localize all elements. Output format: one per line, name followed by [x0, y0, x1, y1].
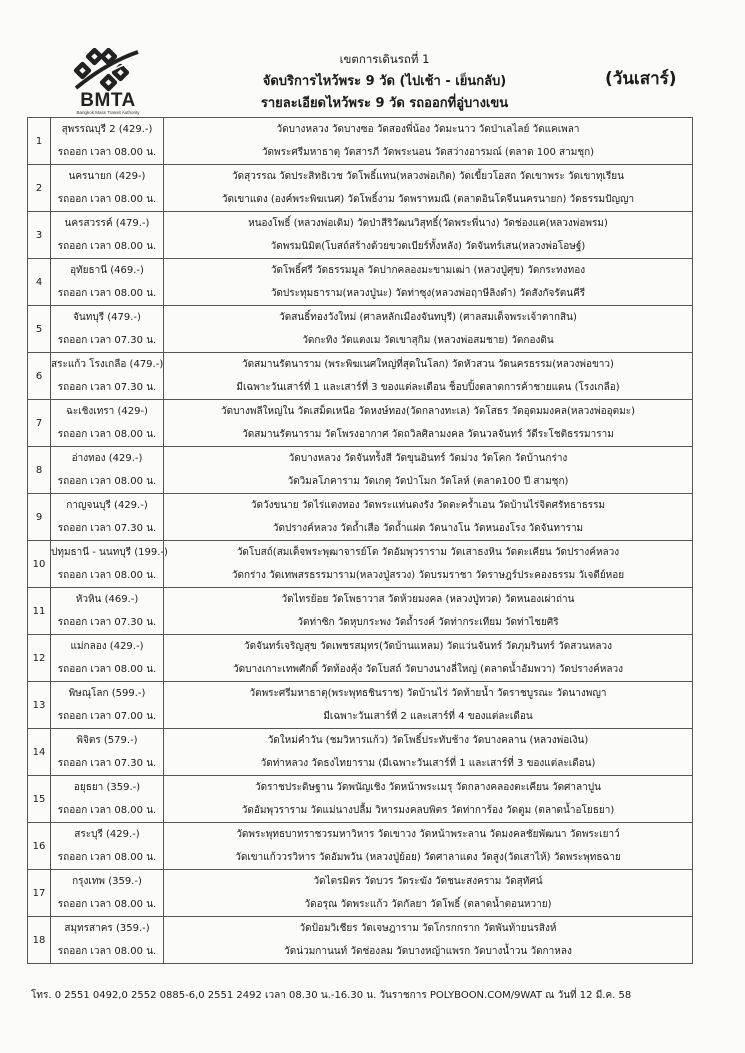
route-number: 3 — [28, 212, 51, 259]
route-cell — [51, 494, 164, 541]
temple-line-1: วัดบางหลวง วัดจันทร์ังสี วัดขุนอินทร์ วัดม่วง วัดโคก วัดบ้านกร่าง — [288, 453, 568, 464]
table-row — [28, 165, 693, 212]
route-name: สระแก้ว โรงเกลือ (479.-) — [51, 359, 164, 370]
temple-line-2: วัดกะทิง วัดแตงเม วัดเขาสุกิม (หลวงพ่อสมชาย) วัดกองดิน — [302, 335, 554, 346]
temple-line-1: วัดโพธิ์ศรี วัดธรรมมูล วัดปากคลองมะขามเฒ่า (หลวงปู่ศุข) วัดกระทงทอง — [270, 265, 586, 276]
route-name: นครสวรรค์ (479.-) — [64, 218, 150, 229]
temple-list — [164, 776, 693, 823]
route-number: 1 — [28, 118, 51, 165]
route-number: 12 — [28, 635, 51, 682]
temple-list — [164, 306, 693, 353]
departure-time: รถออก เวลา 08.00 น. — [57, 664, 157, 675]
table-row — [28, 447, 693, 494]
route-number: 6 — [28, 353, 51, 400]
route-name: ฉะเชิงเทรา (429-) — [66, 406, 148, 417]
temple-line-1: วัดบางหลวง วัดบางซอ วัดสองพี่น้อง วัดมะนาว วัดป่าเลไลย์ วัดแคเพลา — [276, 124, 580, 135]
temple-list — [164, 447, 693, 494]
temple-list — [164, 588, 693, 635]
route-cell — [51, 588, 164, 635]
route-cell — [51, 729, 164, 776]
route-cell — [51, 212, 164, 259]
temple-line-2: วัดวิมลโภคาราม วัดเกตุ วัดป่าโมก วัดโลห์ (ตลาด100 ปี สามชุก) — [287, 476, 569, 487]
departure-time: รถออก เวลา 08.00 น. — [57, 241, 157, 252]
departure-time: รถออก เวลา 07.30 น. — [57, 335, 157, 346]
temple-line-2: มีเฉพาะวันเสาร์ที่ 2 และเสาร์ที่ 4 ของแต่ละเดือน — [323, 711, 533, 722]
route-number: 10 — [28, 541, 51, 588]
temple-line-1: วัดวังขนาย วัดไร่แตงทอง วัดพระแท่นดงรัง วัดตะคร้ำเอน วัดบ้านไร่จิตศรัทธาธรรม — [250, 500, 606, 511]
route-number: 13 — [28, 682, 51, 729]
temple-line-2: วัดสมานรัตนาราม วัดโพรงอากาศ วัดถวิลศิลามงคล วัดนวลจันทร์ วัดีระโชติธรรมาราม — [242, 429, 614, 440]
temple-line-2: วัดท่าซิก วัดหุบกระพง วัดถ้ำรงค์ วัดท่ากระเทียม วัดท่าไชยศิริ — [297, 617, 559, 628]
table-row — [28, 400, 693, 447]
day-label: (วันเสาร์) — [605, 69, 677, 89]
departure-time: รถออก เวลา 08.00 น. — [57, 288, 157, 299]
departure-time: รถออก เวลา 08.00 น. — [57, 429, 157, 440]
table-row — [28, 541, 693, 588]
route-number: 14 — [28, 729, 51, 776]
temple-list — [164, 635, 693, 682]
route-number: 9 — [28, 494, 51, 541]
route-cell — [51, 259, 164, 306]
route-name: กรุงเทพ (359.-) — [72, 876, 142, 887]
route-name: สุพรรณบุรี 2 (429.-) — [61, 124, 153, 135]
route-number: 15 — [28, 776, 51, 823]
temple-list — [164, 118, 693, 165]
departure-time: รถออก เวลา 08.00 น. — [57, 946, 157, 957]
route-name: อ่างทอง (429.-) — [71, 453, 143, 464]
route-cell — [51, 870, 164, 917]
route-number: 5 — [28, 306, 51, 353]
route-cell — [51, 353, 164, 400]
temple-line-2: วัดปรางค์หลวง วัดถ้ำเสือ วัดถ้ำแฝด วัดนางโน วัดหนองโรง วัดจันทาราม — [272, 523, 584, 534]
temple-line-1: วัดสุวรรณ วัดประสิทธิเวช วัดโพธิ์แทน(หลวงพ่อเกิด) วัดเขี้ยวโอสถ วัดเขาพระ วัดเขาทุเรียน — [232, 171, 624, 182]
route-cell — [51, 165, 164, 212]
table-row — [28, 870, 693, 917]
route-name: แม่กลอง (429.-) — [70, 641, 144, 652]
route-number: 7 — [28, 400, 51, 447]
table-row — [28, 118, 693, 165]
temple-list — [164, 729, 693, 776]
table-row — [28, 212, 693, 259]
temple-line-1: วัดจันทร์เจริญสุข วัดเพชรสมุทร(วัดบ้านแหลม) วัดแว่นจันทร์ วัดภุมรินทร์ วัดสวนหลวง — [243, 641, 612, 652]
route-cell — [51, 541, 168, 588]
temple-list — [164, 682, 693, 729]
table-row — [28, 776, 693, 823]
route-number: 4 — [28, 259, 51, 306]
page-title: จัดบริการไหว้พระ 9 วัด (ไปเช้า - เย็นกลับ) — [262, 74, 507, 89]
table-row — [28, 353, 693, 400]
temple-line-1: วัดโบสถ์(สมเด็จพระพุฒาจารย์โต วัดอัมพุวราราม วัดเสาธงหิน วัดตะเคียน วัดปรางค์หลวง — [236, 547, 620, 558]
temple-list — [164, 400, 693, 447]
temple-line-2: วัดอรุณ วัดพระแก้ว วัดกัลยา วัดโพธิ์ (ตลาดน้ำตอนหวาย) — [304, 899, 552, 910]
temple-line-2: วัดประทุมธาราม(หลวงปู่นะ) วัดท่าซุง(หลวงพ่อฤาษีลิงดำ) วัดสังกัจรัตนคีรี — [270, 288, 586, 299]
temple-line-1: วัดป้อมวิเชียร วัดเจษฎาราม วัดโกรกกราก วัดพันท้ายนรสิงห์ — [299, 923, 557, 934]
temple-line-1: วัดราชประดิษฐาน วัดพนัญเชิง วัดหน้าพระเมรุ วัดกลางคลองตะเคียน วัดศาลาปูน — [255, 782, 601, 793]
route-name: พิษณุโลก (599.-) — [68, 688, 146, 699]
route-name: อยุธยา (359.-) — [73, 782, 141, 793]
route-number: 17 — [28, 870, 51, 917]
temple-line-1: วัดใหม่คำวัน (ชมวิหารแก้ว) วัดโพธิ์ประทับช้าง วัดบางคลาน (หลวงพ่อเงิน) — [267, 735, 589, 746]
departure-time: รถออก เวลา 08.00 น. — [57, 570, 157, 581]
route-number: 16 — [28, 823, 51, 870]
temple-list — [164, 917, 693, 964]
route-name: อุทัยธานี (469.-) — [70, 265, 144, 276]
temple-line-1: หนองโพธิ์ (หลวงพ่อเดิม) วัดป่าสีริวัฒนวิสุทธิ์(วัดพระพี่นาง) วัดช่องแค(หลวงพ่อพรม) — [248, 218, 608, 229]
temple-line-2: วัดบางเกาะเทพศักดิ์ วัดท้องคุ้ง วัดโบสถ์ วัดบางนางลี่ใหญ่ (ตลาดน้ำอัมพวา) วัดปรางค์หลวง — [232, 664, 623, 675]
route-cell — [51, 447, 164, 494]
departure-time: รถออก เวลา 08.00 น. — [57, 194, 157, 205]
temple-line-2: วัดน่วมกานนท์ วัดช่องลม วัดบางหญ้าแพรก วัดบางน้ำวน วัดกาหลง — [284, 946, 572, 957]
table-row — [28, 729, 693, 776]
temple-line-1: วัดพระพุทธบาทราชวรมหาวิหาร วัดเขาวง วัดหน้าพระลาน วัดมงคลชัยพัฒนา วัดพระเยาว์ — [236, 829, 620, 840]
temple-line-1: วัดพระศรีมหาธาตุ(พระพุทธชินราช) วัดบ้านไร่ วัดท้ายน้ำ วัดราชบูรณะ วัดนางพญา — [249, 688, 607, 699]
departure-time: รถออก เวลา 08.00 น. — [57, 805, 157, 816]
temple-line-2: วัดพระศรีมหาธาตุ วัดสารภี วัดพระนอน วัดสว่างอารมณ์ (ตลาด 100 สามชุก) — [261, 147, 595, 158]
table-row — [28, 588, 693, 635]
temple-list — [164, 494, 693, 541]
temple-list — [164, 870, 693, 917]
temple-line-2: วัดท่าหลวง วัดธงไทยาราม (มีเฉพาะวันเสาร์ที่ 1 และเสาร์ที่ 3 ของแต่ละเดือน) — [260, 758, 596, 769]
departure-time: รถออก เวลา 07.30 น. — [57, 617, 157, 628]
temple-list — [164, 541, 693, 588]
table-row — [28, 682, 693, 729]
departure-time: รถออก เวลา 08.00 น. — [57, 899, 157, 910]
route-number: 18 — [28, 917, 51, 964]
route-cell — [51, 823, 164, 870]
logo-subtitle: Bangkok Mass Transit Authority — [76, 110, 140, 115]
route-number: 8 — [28, 447, 51, 494]
temple-line-2: วัดเขาแก้ววรวิหาร วัดอัมพวัน (หลวงปู่ย้อย) วัดศาลาแดง วัดสูง(วัดเสาไห้) วัดพระพุทธฉาย — [235, 852, 621, 863]
temple-list — [164, 353, 693, 400]
route-name: สมุทรสาคร (359.-) — [64, 923, 150, 934]
departure-time: รถออก เวลา 08.00 น. — [57, 476, 157, 487]
route-number: 2 — [28, 165, 51, 212]
temple-list — [164, 823, 693, 870]
temple-line-1: วัดสนธิ์ทองวังใหม่ (ศาลหลักเมืองจันทบุรี) (ศาลสมเด็จพระเจ้าตากสิน) — [279, 312, 577, 323]
temple-line-1: วัดบางพลีใหญ่ใน วัดเสม็ดเหนือ วัดหงษ์ทอง(วัดกลางทะเล) วัดโสธร วัดอุดมมงคล(หลวงพ่ออุตมะ) — [220, 406, 636, 417]
route-name: หัวหิน (469.-) — [75, 594, 139, 605]
route-name: กาญจนบุรี (429.-) — [66, 500, 148, 511]
table-row — [28, 917, 693, 964]
route-cell — [51, 682, 164, 729]
departure-time: รถออก เวลา 07.30 น. — [57, 758, 157, 769]
temple-line-1: วัดไตรมิตร วัดบวร วัดระฆัง วัดชนะสงคราม วัดสุทัศน์ — [313, 876, 543, 887]
temple-list — [164, 165, 693, 212]
route-cell — [51, 776, 164, 823]
table-row — [28, 494, 693, 541]
departure-time: รถออก เวลา 08.00 น. — [57, 147, 157, 158]
route-cell — [51, 917, 164, 964]
departure-time: รถออก เวลา 07.30 น. — [57, 382, 157, 393]
table-row — [28, 823, 693, 870]
temple-list — [164, 212, 693, 259]
table-row — [28, 306, 693, 353]
temple-line-2: วัดอัมพุวราราม วัดแม่นางปลื้ม วิหารมงคลบพิตร วัดท่าการ้อง วัดตูม (ตลาดน้ำอโยธยา) — [241, 805, 615, 816]
temple-line-2: วัดพรมนิมิต(โบสถ์สร้างด้วยขวดเบียร์ทั้งหลัง) วัดจันทร์เสน(หลวงพ่อโอษฐ์) — [270, 241, 586, 252]
temple-line-2: มีเฉพาะวันเสาร์ที่ 1 และเสาร์ที่ 3 ของแต่ละเดือน ช็อบปิ้งตลาดการค้าชายแดน (โรงเกลือ) — [236, 382, 620, 393]
departure-time: รถออก เวลา 08.00 น. — [57, 852, 157, 863]
route-cell — [51, 118, 164, 165]
route-cell — [51, 306, 164, 353]
logo-wordmark: BMTA — [80, 90, 136, 111]
route-number: 11 — [28, 588, 51, 635]
temple-line-1: วัดไทรย้อย วัดโพธาวาส วัดห้วยมงคล (หลวงปู่ทวด) วัดหนองเผ่าถ่าน — [281, 594, 575, 605]
route-name: พิจิตร (579.-) — [76, 735, 138, 746]
route-name: สระบุรี (429.-) — [74, 829, 140, 840]
departure-time: รถออก เวลา 07.30 น. — [57, 523, 157, 534]
temple-line-2: วัดกร่าง วัดเทพสรธรรมาราม(หลวงปู่สรวง) วัดบรมราชา วัดราษฎร์ประคองธรรม วัเจดีย์หอย — [231, 570, 625, 581]
temple-line-2: วัดเขาแดง (องค์พระพิฆเนศ) วัดโพธิ์งาม วัดพราหมณี (ตลาดอินโดจีนนครนายก) วัดธรรมปัญญา — [221, 194, 635, 205]
route-name: นครนายก (429-) — [68, 171, 146, 182]
zone-heading: เขตการเดินรถที่ 1 — [339, 52, 430, 66]
route-name: ปทุมธานี - นนทบุรี (199.-) — [51, 547, 168, 558]
temple-line-1: วัดสมานรัตนาราม (พระพิฆเนศใหญ่ที่สุดในโลก) วัดหัวสวน วัดนครธรรม(หลวงพ่อขาว) — [242, 359, 614, 370]
footer-contact: โทร. 0 2551 0492,0 2552 0885-6,0 2551 2492 เวลา 08.30 น.-16.30 น. วันราชการ POLYBOON.COM/9WAT ณ วันที่ 12 มี.ค. 58 — [31, 990, 632, 1001]
table-row — [28, 259, 693, 306]
route-cell — [51, 635, 164, 682]
temple-list — [164, 259, 693, 306]
route-name: จันทบุรี (479.-) — [73, 312, 141, 323]
schedule-table — [27, 117, 693, 964]
page-subtitle: รายละเอียดไหว้พระ 9 วัด รถออกที่อู่บางเขน — [260, 96, 509, 111]
departure-time: รถออก เวลา 07.00 น. — [57, 711, 157, 722]
route-cell — [51, 400, 164, 447]
table-row — [28, 635, 693, 682]
